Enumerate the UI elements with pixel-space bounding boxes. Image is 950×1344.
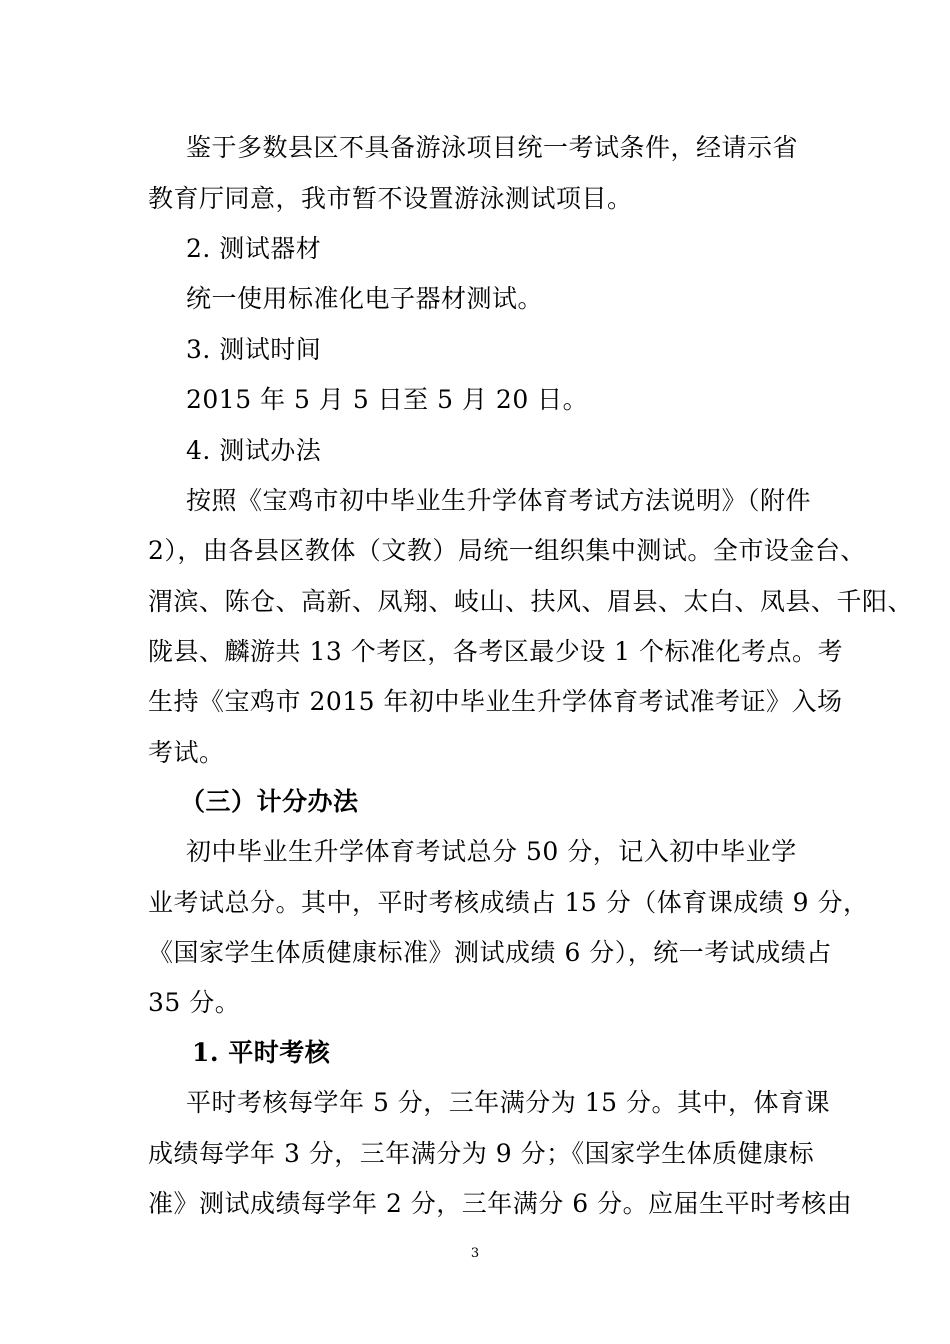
- paragraph-line: 考试。: [148, 738, 225, 767]
- paragraph-line: 按照《宝鸡市初中毕业生升学体育考试方法说明》（附件: [186, 486, 812, 515]
- paragraph-line: 35 分。: [148, 988, 241, 1017]
- section-heading-testing-method: 4. 测试办法: [186, 436, 322, 465]
- paragraph-line: 2015 年 5 月 5 日至 5 月 20 日。: [186, 385, 589, 414]
- section-heading-testing-time: 3. 测试时间: [186, 335, 322, 364]
- section-heading-scoring-method: （三）计分办法: [180, 787, 359, 816]
- paragraph-line: 成绩每学年 3 分，三年满分为 9 分；《国家学生体质健康标: [148, 1139, 815, 1168]
- paragraph-line: 鉴于多数县区不具备游泳项目统一考试条件，经请示省: [186, 133, 799, 162]
- paragraph-line: 陇县、麟游共 13 个考区，各考区最少设 1 个标准化考点。考: [148, 637, 844, 666]
- page-number: 3: [470, 1246, 480, 1261]
- paragraph-line: 教育厅同意，我市暂不设置游泳测试项目。: [148, 184, 633, 213]
- paragraph-line: 生持《宝鸡市 2015 年初中毕业生升学体育考试准考证》入场: [148, 687, 843, 716]
- paragraph-line: 渭滨、陈仓、高新、凤翔、岐山、扶风、眉县、太白、凤县、千阳、: [148, 587, 914, 616]
- paragraph-line: 初中毕业生升学体育考试总分 50 分，记入初中毕业学: [186, 837, 797, 866]
- paragraph-line: 平时考核每学年 5 分，三年满分为 15 分。其中，体育课: [186, 1088, 831, 1117]
- paragraph-line: 《国家学生体质健康标准》测试成绩 6 分），统一考试成绩占: [148, 938, 832, 967]
- paragraph-line: 2），由各县区教体（文教）局统一组织集中测试。全市设金台、: [148, 536, 866, 565]
- section-heading-regular-assessment: 1. 平时考核: [192, 1038, 331, 1067]
- section-heading-testing-equipment: 2. 测试器材: [186, 234, 322, 263]
- paragraph-line: 业考试总分。其中，平时考核成绩占 15 分（体育课成绩 9 分，: [148, 888, 869, 917]
- paragraph-line: 准》测试成绩每学年 2 分，三年满分 6 分。应届生平时考核由: [148, 1189, 853, 1218]
- paragraph-line: 统一使用标准化电子器材测试。: [186, 284, 544, 313]
